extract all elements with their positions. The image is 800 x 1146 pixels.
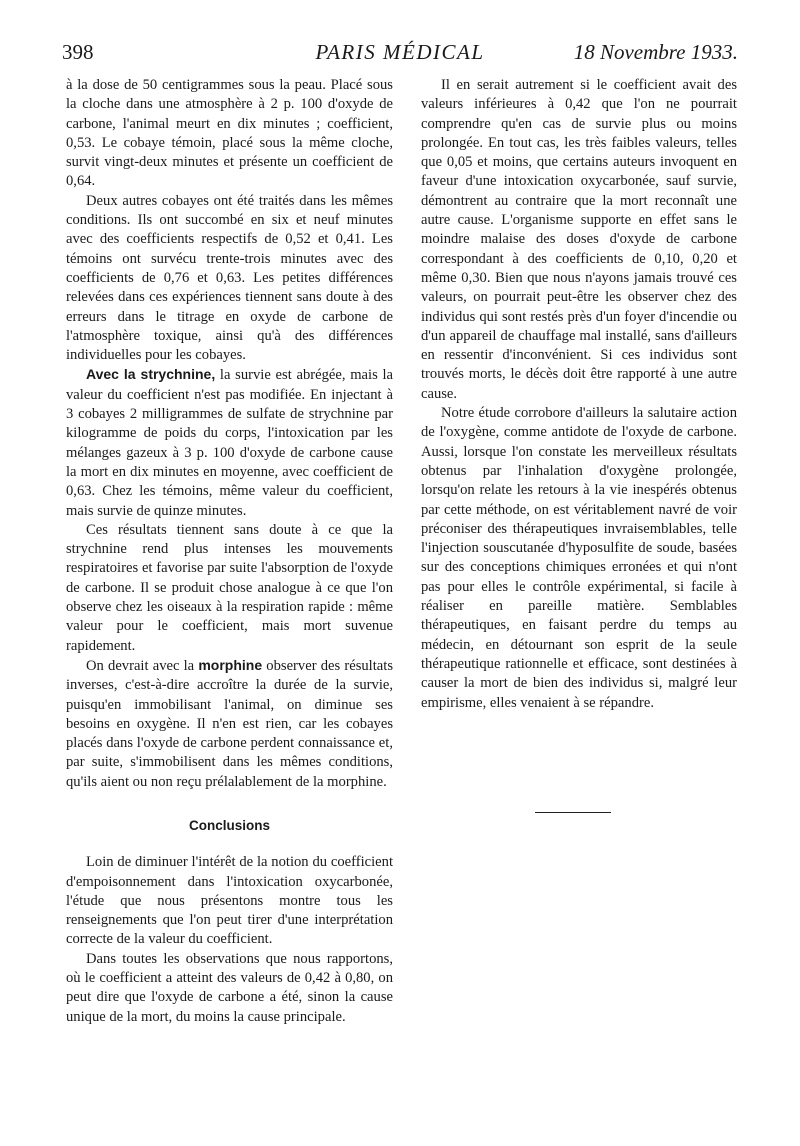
end-rule <box>535 812 611 813</box>
paragraph-text: On devrait avec la <box>86 657 199 674</box>
paragraph-morphine <box>66 656 393 792</box>
page-number: 398 <box>62 40 94 64</box>
paragraph: Notre étude corrobore d'ailleurs la salutaire action de l'oxygène, comme antidote de l'oxyde de carbone. Aussi, lorsque l'on constate les merveilleux résultats obtenus par l'inhalation d'oxygène prolongée, lorsqu'on relate les retours à la vie inespérés obtenus par cette méthode, on est véritablement navré de voir préconiser des thérapeutiques invraisemblables, telle l'injection souscutanée d'hyposulfite de soude, basées sur des conceptions chimiques erronées et qui n'ont pas pour elles le contrôle expérimental, si facile à réaliser en pareille matière. Semblables thérapeutiques, en faisant perdre du temps au médecin, en détournant son esprit de la seule thérapeutique rationnelle et efficace, sont destinées à causer la mort de bien des individus si, malgré leur empirisme, elles venaient à se répandre. <box>421 405 737 711</box>
issue-date: 18 Novembre 1933. <box>573 40 738 64</box>
inline-heading-strychnine: Avec la strychnine, <box>86 366 216 383</box>
section-heading-conclusions: Conclusions <box>188 817 270 833</box>
paragraph-text: observer des résultats inverses, c'est-à-dire accroître la durée de la survie, puisqu'en immobilisant l'animal, on diminue ses besoins en oxygène. Il n'en est rien, car les cobayes placés dans l'oxyde de carbone perdent connaissance et, par suite, s'immobilisent dans les mêmes conditions, qu'ils aient ou non reçu prélalablement de la morphine. <box>66 657 393 790</box>
paragraph: Dans toutes les observations que nous rapportons, où le coefficient a atteint des valeurs de 0,42 à 0,80, on peut dire que l'oxyde de carbone a été, sinon la cause unique de la mort, du moins la cause principale. <box>66 950 393 1025</box>
page-header <box>62 40 738 70</box>
paragraph: Loin de diminuer l'intérêt de la notion du coefficient d'empoisonnement dans l'intoxication oxycarbonée, l'étude que nous présentons montre tous les renseignements que l'on peut tirer d'une interprétation correcte de la valeur du coefficient. <box>66 854 393 948</box>
journal-title: PARIS MÉDICAL <box>315 40 485 64</box>
paragraph: Deux autres cobayes ont été traités dans les mêmes conditions. Ils ont succombé en six et neuf minutes avec des coefficients respectifs de 0,52 et 0,41. Les témoins ont survécu trente-trois minutes avec des coefficients de 0,76 et 0,63. Les petites différences relevées dans ces expériences tiennent sans doute à des erreurs dans le titrage en oxyde de carbone de l'atmosphère toxique, ainsi qu'à des différences individuelles pour les cobayes. <box>66 192 393 364</box>
paragraph: Ces résultats tiennent sans doute à ce que la strychnine rend plus intenses les mouvements respiratoires et favorise par suite l'absorption de l'oxyde de carbone. Il se produit chose analogue à ce que l'on observe chez les oiseaux à la respiration rapide : même valeur pour le coefficient, mais mort suvenue rapidement. <box>66 521 393 654</box>
right-column <box>421 76 737 713</box>
left-column <box>66 76 393 1027</box>
paragraph-text: la survie est abrégée, mais la valeur du coefficient n'est pas modifiée. En injectant à 3 cobayes 2 milligrammes de sulfate de strychnine par kilogramme de poids du corps, l'intoxication par les mélanges gazeux à 3 p. 100 d'oxyde de carbone cause la mort en dix minutes en moyenne, avec coefficient de 0,63. Chez les témoins, même valeur du coefficient, mais survie de quinze minutes. <box>66 367 393 519</box>
paragraph: Il en serait autrement si le coefficient avait des valeurs inférieures à 0,42 que l'on ne pourrait comprendre qu'en cas de survie plus ou moins prolongée. En tout cas, les très faibles valeurs, telles que 0,05 et moins, que certains auteurs invoquent en faveur d'une intoxication oxycarbonée, sauf survie, démontrent au contraire que la mort reconnaît une autre cause. L'organisme supporte en effet sans le moindre malaise des doses d'oxyde de carbone correspondant à des coefficients de 0,10, 0,20 et même 0,30. Bien que nous n'ayons jamais trouvé ces valeurs, on pourrait peut-être les observer chez des individus qui sont restés près d'un foyer d'incendie ou d'un appareil de chauffage mal installé, sans d'ailleurs en ressentir d'inconvénient. Si ces individus sont trouvés morts, le décès doit être rapporté à une autre cause. <box>421 77 737 402</box>
inline-heading-morphine: morphine <box>198 656 263 673</box>
paragraph: à la dose de 50 centigrammes sous la peau. Placé sous la cloche dans une atmosphère à 2 p. 100 d'oxyde de carbone, l'animal meurt en dix minutes ; coefficient, 0,53. Le cobaye témoin, placé sous la même cloche, survit vingt-deux minutes et présente un coefficient de 0,64. <box>66 77 393 190</box>
paragraph-strychnine <box>66 365 393 520</box>
